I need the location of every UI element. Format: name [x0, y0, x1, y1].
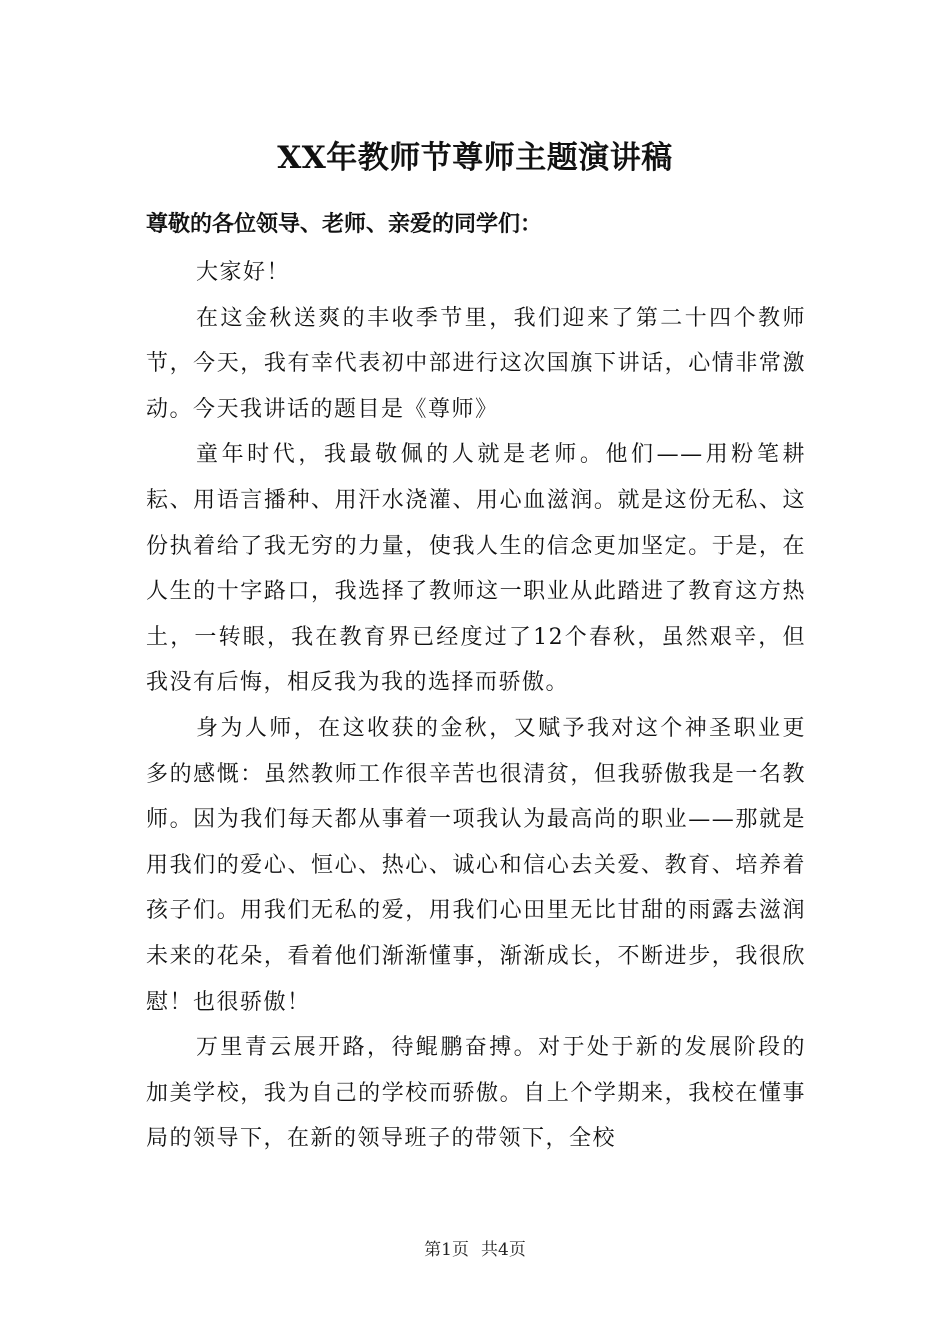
- paragraph-greeting: 大家好！: [196, 260, 291, 285]
- page-footer: [0, 1238, 950, 1262]
- paragraph: 童年时代，我最敬佩的人就是老师。他们——用粉笔耕耘、用语言播种、用汗水浇灌、用心血滋润。就是这份无私、这份执着给了我无穷的力量，使我人生的信念更加坚定。于是，在人生的十字路口，我选择了教师这一职业从此踏进了教育这方热土，一转眼，我在教育界已经度过了12个春秋，虽然艰辛，但我没有后悔，相反我为我的选择而骄傲。: [146, 442, 806, 696]
- document-title: XX年教师节尊师主题演讲稿: [277, 140, 673, 176]
- page-number: 第1页: [424, 1240, 469, 1260]
- paragraph: 在这金秋送爽的丰收季节里，我们迎来了第二十四个教师节，今天，我有幸代表初中部进行这次国旗下讲话，心情非常激动。今天我讲话的题目是《尊师》: [146, 305, 806, 422]
- paragraph: 万里青云展开路，待鲲鹏奋搏。对于处于新的发展阶段的加美学校，我为自己的学校而骄傲。自上个学期来，我校在懂事局的领导下，在新的领导班子的带领下，全校: [146, 1035, 806, 1152]
- document-body: [146, 250, 806, 1162]
- paragraph: 身为人师，在这收获的金秋，又赋予我对这个神圣职业更多的感慨：虽然教师工作很辛苦也很清贫，但我骄傲我是一名教师。因为我们每天都从事着一项我认为最高尚的职业——那就是用我们的爱心、恒心、热心、诚心和信心去关爱、教育、培养着孩子们。用我们无私的爱，用我们心田里无比甘甜的雨露去滋润未来的花朵，看着他们渐渐懂事，渐渐成长，不断进步，我很欣慰！也很骄傲！: [146, 715, 806, 1015]
- salutation: 尊敬的各位领导、老师、亲爱的同学们：: [146, 211, 543, 237]
- page-total: 共4页: [481, 1240, 526, 1260]
